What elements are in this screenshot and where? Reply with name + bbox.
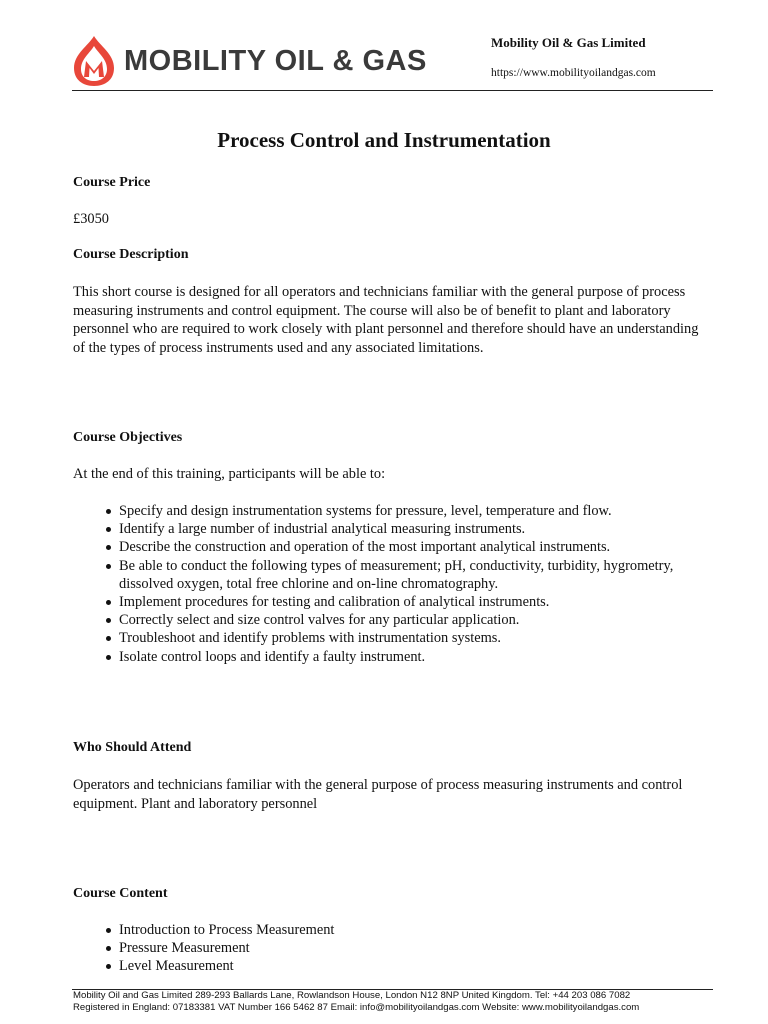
page-title: Process Control and Instrumentation xyxy=(217,128,551,152)
attend-text: Operators and technicians familiar with the general purpose of process measuring instruments and control equipment. Plant and laboratory personnel xyxy=(73,777,683,812)
header-divider xyxy=(72,90,713,91)
logo-text: MOBILITY OIL & GAS xyxy=(124,44,427,77)
objectives-heading: Course Objectives xyxy=(73,430,183,445)
footer-address: Mobility Oil and Gas Limited 289-293 Ballards Lane, Rowlandson House, London N12 8NP United Kingdom. Tel: +44 203 086 7082 xyxy=(73,990,631,1001)
list-item: Isolate control loops and identify a faulty instrument. xyxy=(119,648,713,666)
description-text: This short course is designed for all operators and technicians familiar with the general purpose of process measuring instruments and control equipment. The course will also be of benefit to plant and laboratory personnel who are required to work closely with plant personnel and therefore should have an understanding of the types of process instruments used and any associated limitations. xyxy=(73,284,699,356)
content-heading: Course Content xyxy=(73,886,168,901)
flame-logo-icon xyxy=(70,34,118,88)
list-item: Troubleshoot and identify problems with instrumentation systems. xyxy=(119,629,713,647)
list-item: Specify and design instrumentation systems for pressure, level, temperature and flow. xyxy=(119,502,713,520)
price-value: £3050 xyxy=(73,211,109,227)
list-item: Level Measurement xyxy=(119,957,713,975)
page-footer xyxy=(73,990,723,1014)
list-item: Be able to conduct the following types of measurement; pH, conductivity, turbidity, hygrometry, dissolved oxygen, total free chlorine and on-line chromatography. xyxy=(119,557,713,593)
company-name: Mobility Oil & Gas Limited xyxy=(491,35,646,50)
page-header xyxy=(0,0,768,92)
attend-heading: Who Should Attend xyxy=(73,740,192,755)
list-item: Describe the construction and operation of the most important analytical instruments. xyxy=(119,538,713,556)
footer-registration: Registered in England: 07183381 VAT Number 166 5462 87 Email: info@mobilityoilandgas.com Website: www.mobilityoilandgas.com xyxy=(73,1002,640,1013)
objectives-list xyxy=(73,502,713,666)
price-heading: Course Price xyxy=(73,175,151,190)
content-list xyxy=(73,921,713,976)
list-item: Implement procedures for testing and calibration of analytical instruments. xyxy=(119,593,713,611)
description-heading: Course Description xyxy=(73,247,189,262)
list-item: Correctly select and size control valves for any particular application. xyxy=(119,611,713,629)
company-url[interactable]: https://www.mobilityoilandgas.com xyxy=(491,67,656,79)
objectives-intro: At the end of this training, participants will be able to: xyxy=(73,466,386,482)
list-item: Pressure Measurement xyxy=(119,939,713,957)
company-logo xyxy=(70,34,427,88)
list-item: Introduction to Process Measurement xyxy=(119,921,713,939)
list-item: Identify a large number of industrial analytical measuring instruments. xyxy=(119,520,713,538)
